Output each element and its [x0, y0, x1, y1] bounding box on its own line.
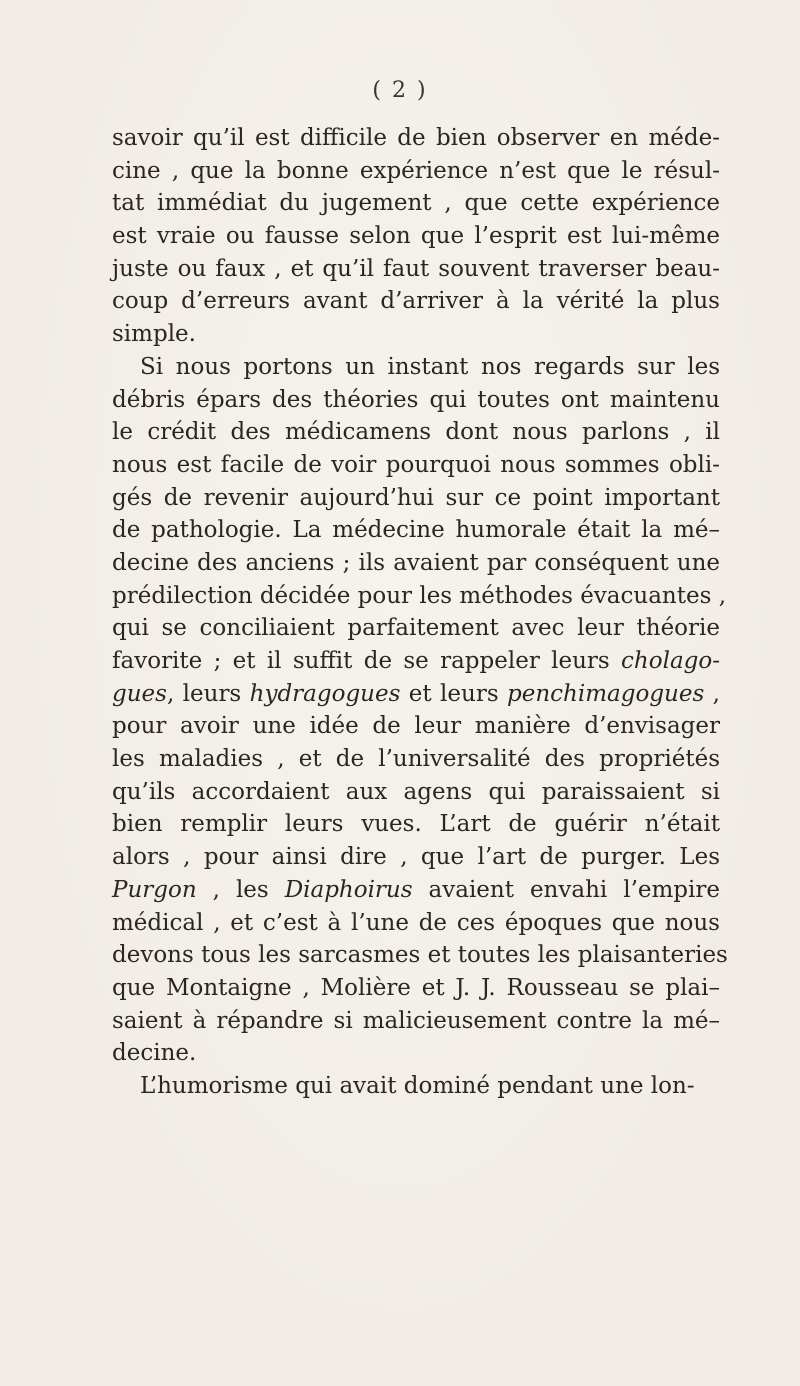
text-run: decine. [112, 1040, 197, 1067]
italic-text: hydragogues [249, 680, 401, 707]
text-run: tat immédiat du jugement , que cette expérience [112, 190, 720, 217]
text-run: médical , et c’est à l’une de ces époques que nous [112, 909, 720, 936]
text-run: Si nous portons un instant nos regards sur les [140, 353, 720, 380]
text-line [112, 318, 720, 351]
italic-text: penchimagogues [507, 680, 705, 707]
text-line [112, 1070, 720, 1103]
text-line [112, 187, 720, 220]
text-run: de pathologie. La médecine humorale était la mé– [112, 517, 720, 544]
text-run: bien remplir leurs vues. L’art de guérir n’était [112, 811, 720, 838]
text-run: et leurs [400, 680, 508, 707]
page-number: ( 2 ) [372, 78, 428, 103]
text-line [112, 122, 720, 155]
italic-text: Diaphoirus [284, 876, 413, 903]
text-line [112, 220, 720, 253]
text-run: decine des anciens ; ils avaient par conséquent une [112, 549, 720, 576]
text-run: L’humorisme qui avait dominé pendant une lon- [140, 1072, 695, 1099]
text-run: avaient envahi l’empire [412, 876, 720, 903]
text-line [112, 1037, 720, 1070]
italic-text: cholago- [621, 648, 720, 674]
text-run: que Montaigne , Molière et J. J. Rousseau se plai– [112, 974, 720, 1001]
text-line [112, 710, 720, 743]
body-text [112, 122, 728, 1103]
text-run: favorite ; et il suffit de se rappeler leurs [112, 648, 622, 674]
text-line [112, 351, 720, 384]
text-run: , les [196, 876, 285, 903]
text-line [112, 155, 720, 188]
text-line [112, 743, 720, 776]
text-run: débris épars des théories qui toutes ont maintenu [112, 386, 720, 413]
text-run: coup d’erreurs avant d’arriver à la vérité la plus [112, 288, 720, 315]
text-run: cine , que la bonne expérience n’est que le résul- [112, 157, 720, 184]
text-line [112, 384, 720, 417]
text-line [112, 808, 720, 841]
text-run: simple. [112, 321, 196, 348]
text-line [112, 972, 720, 1005]
text-run: , [704, 680, 720, 707]
italic-text: gues [112, 680, 167, 707]
text-line [112, 547, 720, 580]
text-line [112, 874, 720, 907]
text-line [112, 482, 720, 515]
text-run: devons tous les sarcasmes et toutes les plaisanteries [112, 942, 728, 969]
text-line [112, 907, 720, 940]
text-run: nous est facile de voir pourquoi nous sommes obli- [112, 451, 720, 478]
text-line [112, 841, 720, 874]
text-run: le crédit des médicamens dont nous parlons , il [112, 419, 720, 446]
text-run: juste ou faux , et qu’il faut souvent traverser beau- [112, 255, 720, 282]
text-run: qu’ils accordaient aux agens qui paraissaient si [112, 778, 720, 805]
text-line [112, 612, 720, 645]
text-run: gés de revenir aujourd’hui sur ce point important [112, 484, 720, 511]
text-line [112, 678, 720, 711]
text-line [112, 580, 727, 613]
text-line [112, 514, 720, 547]
text-run: alors , pour ainsi dire , que l’art de purger. Les [112, 844, 720, 871]
text-run: pour avoir une idée de leur manière d’envisager [112, 713, 720, 740]
text-line [112, 253, 720, 286]
text-run: , leurs [166, 680, 250, 707]
text-line [112, 776, 720, 809]
text-line [112, 416, 720, 449]
text-line [112, 939, 728, 972]
text-line [112, 449, 720, 482]
text-run: qui se conciliaient parfaitement avec leur théorie [112, 615, 720, 642]
text-run: est vraie ou fausse selon que l’esprit est lui-même [112, 223, 720, 250]
text-run: les maladies , et de l’universalité des propriétés [112, 746, 720, 773]
text-run: savoir qu’il est difficile de bien observer en méde- [112, 125, 720, 151]
text-line [112, 1005, 720, 1038]
text-line [112, 285, 720, 318]
text-run: prédilection décidée pour les méthodes évacuantes , [112, 582, 727, 609]
text-run: saient à répandre si malicieusement contre la mé– [112, 1007, 720, 1034]
text-line [112, 645, 720, 678]
italic-text: Purgon [112, 876, 197, 903]
